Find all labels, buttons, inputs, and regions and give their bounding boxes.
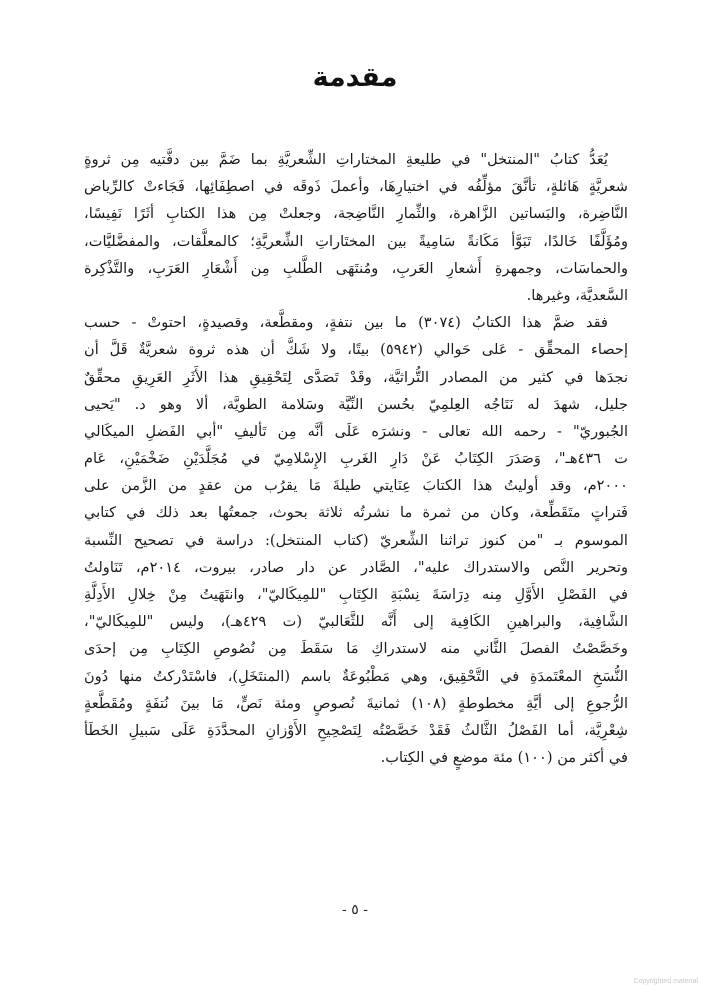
text-line: شِعْرِيَّة، أما الفَصْلُ الثَّالثُ فَقَدْ خَصَّصْتُه لِتَصْحِيحِ الأَوْزانِ المحدَّدَةِ عَلَى سَبيلِ الخَطَأ: [84, 721, 628, 739]
text-line: فقد ضمَّ هذا الكتابُ (٣٠٧٤) ما بين نتفةٍ، ومقطَّعة، وقصيدةٍ، احتوتْ - حسب: [84, 314, 608, 332]
copyright-watermark: Copyrighted material: [633, 978, 698, 985]
text-line: نجدَها في كثير من المصادر التُّراثيَّة، وقَدْ تَصَدَّى لِتَحْقِيقِ هذا الأَثَرِ العَرِيقِ محقِّقٌ: [84, 368, 628, 386]
text-line: والحماسَات، وجمهرةِ أَشعارِ العَربِ، ومُنتَهَى الطَّلبِ مِن أَشْعَارِ العَرَبِ، والتَّذْكِرة: [84, 259, 628, 277]
text-line: وتحرير النَّص والاستدراك عليه"، الصَّادر عن دار صادر، بيروت، ٢٠١٤م، تَنَاولتُ: [84, 558, 628, 576]
text-line: فَتراتٍ متَقَطِّعة، وكان من ثمرة ما نشرتُه ثلاثة بحوث، جمعتُها بعد ذلك في كتابي: [84, 504, 628, 522]
text-line: السَّعديَّة، وغيرها.: [526, 286, 628, 304]
text-line: في أكثر من (١٠٠) مئة موضعٍ في الكِتاب.: [380, 749, 628, 767]
text-line: الشَّافِية، والبراهينِ الكَافِية إلى أَنَّه للثَّعَالبيّ (ت ٤٢٩هـ)، وليس "للمِيكَاليّ"،: [84, 613, 628, 631]
text-line: يُعَدُّ كتابُ "المنتخل" في طليعةِ المختاراتِ الشِّعريَّةِ بما ضَمَّ بين دفَّتيه مِن ثروةٍ: [84, 151, 608, 168]
text-line: وخَصَّصْتُ الفصلَ الثَّاني منه لاستدراكِ مَا سَقَطَ مِن نُصُوصِ الكِتَابِ مِن إحدَى: [84, 640, 628, 658]
text-line: النُّسَخِ المعْتَمدَةِ في التَّحْقِيق، وهي مَطْبُوعَةٌ باسم (المنتَخَلِ)، فاسْتَدْركتُ منها دُونَ: [84, 667, 628, 685]
text-line: ٢٠٠٠م، وقد أوليتُ هذا الكتابَ عِنَايتي طيلةَ مَا يقرُب من عقدٍ من الزَّمن على: [84, 477, 628, 495]
text-line: الموسوم بـ "من كنوز تراثنا الشِّعريّ (كتاب المنتخل): دراسة في تصحيح النِّسبة: [84, 531, 628, 549]
text-line: ومُؤَلَّفًا خَالدًا، تَبَوَّأ مَكَانةً سَامِيةً بين المختَاراتِ الشِّعريَّةِ؛ كالمعلَّقات، والمفضَّليَّات،: [84, 232, 628, 250]
paragraph-1: [84, 146, 628, 309]
page-number: - ٥ -: [342, 902, 368, 918]
text-line: جليل، شهدَ له نَتَاجُه العِلمِيّ بحُسن النِّيَّة وسَلامة الطويَّة، ألا وهو د. "يَحيى: [84, 395, 628, 413]
text-line: الرُّجوعِ إلى أيَّةِ مخطوطةٍ (١٠٨) ثمانيةَ نُصوصٍ ومئة نَصٍّ، مَا بينَ نُتفَةٍ ومُقَطَّعةٍ: [84, 694, 628, 712]
text-line: إحصاء المحقِّق - عَلى حَوالي (٥٩٤٢) بيتًا، ولا شَكَّ أن هذه ثروة شعريَّةٌ قَلَّ أن: [84, 341, 628, 359]
text-line: شعريَّةٍ هَائلةٍ، تأنَّقَ مؤلِّفُه في اختيارِهَا، وأعملَ ذَوقَه في اصطِفَائِها، فَجَاءتْ كالرِّياض: [84, 178, 628, 196]
paragraph-2: [84, 309, 628, 771]
body-text: [84, 146, 628, 771]
text-line: ت ٤٣٦هـ"، وَصَدَرَ الكِتَابُ عَنْ دَارِ الغَربِ الإِسْلامِيّ في مُجَلَّدَيْنِ ضَخْمَيْنِ، عَام: [84, 450, 628, 468]
text-line: النَّاضِرة، والبَساتين الزَّاهرة، والثِّمارِ النَّاضِجة، وجعلتْ مِن هذا الكتابِ أثَرًا نَفِيسًا،: [84, 205, 628, 223]
text-line: الجُبوريّ" - رحمه الله تعالى - ونشرَه عَلَى أنَّه مِن تَأليفِ "أبي الفَضلِ الميكَالي: [84, 422, 628, 440]
page-title: مقدمة: [312, 62, 398, 93]
text-line: في الفَصْلِ الأَوَّلِ مِنه دِرَاسَةَ نِسْبَةِ الكِتَابِ "للمِيكَاليّ"، وانتَهَيتُ مِنْ خِلالِ الأَدِلَّةِ: [84, 586, 628, 603]
